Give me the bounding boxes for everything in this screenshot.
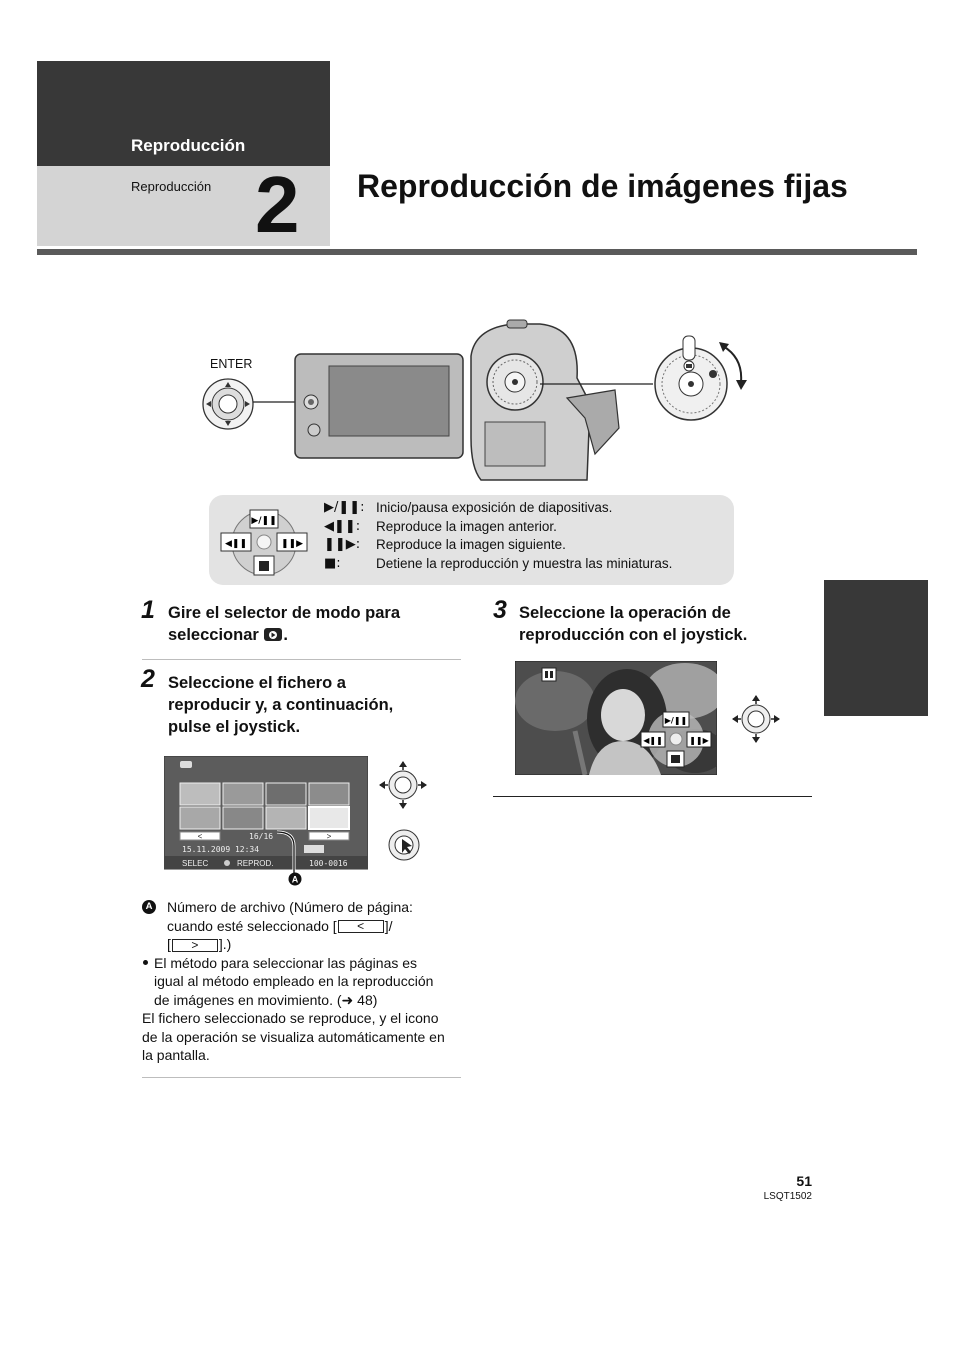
note-a-line-2-pre: cuando esté seleccionado [ <box>167 917 337 934</box>
step-2-text <box>168 672 468 738</box>
step-1-divider <box>142 659 461 660</box>
screen-footer-select: SELEC <box>182 859 209 868</box>
step-1-line-2-text: seleccionar <box>168 626 259 644</box>
legend-symbol-play: ▶/❚❚: <box>324 500 365 515</box>
joystick-move-icon <box>378 760 428 810</box>
screen-datetime: 15.11.2009 12:34 <box>182 845 260 854</box>
section-title: Reproducción <box>131 136 246 155</box>
note-bullet <box>142 954 472 1010</box>
notes-block <box>142 898 472 1065</box>
note-a <box>142 898 472 954</box>
page-number: 51 <box>796 1173 812 1189</box>
subsection-header <box>37 160 330 249</box>
right-column-end-rule <box>493 796 812 797</box>
legend-text-stop: Detiene la reproducción y muestra las miniaturas. <box>376 556 673 571</box>
chapter-number: 2 <box>255 160 300 249</box>
legend-text-next: Reproduce la imagen siguiente. <box>376 537 566 552</box>
legend-text-play: Inicio/pausa exposición de diapositivas. <box>376 500 613 515</box>
step-3-text <box>519 602 819 646</box>
thumbnail-screen <box>164 756 368 890</box>
legend-text-prev: Reproduce la imagen anterior. <box>376 519 557 534</box>
photo-prev-icon: ◀❚❚ <box>643 736 663 745</box>
side-tab <box>824 580 928 716</box>
step-2-line-3: pulse el joystick. <box>168 718 301 736</box>
note-bullet-line-3: de imágenes en movimiento. (➜ 48) <box>154 991 378 1008</box>
joystick-next-label: ❚❚▶ <box>280 539 304 549</box>
note-a-line-1: Número de archivo (Número de página: <box>167 899 413 915</box>
step-2-number: 2 <box>141 665 155 693</box>
step-1-line-2 <box>168 624 468 646</box>
joystick-prev-label: ◀❚❚ <box>224 539 248 549</box>
legend-symbol-next: ❚❚▶: <box>324 537 361 552</box>
left-column-end-divider <box>142 1077 461 1078</box>
next-page-button-label: > <box>172 939 218 952</box>
note-a-marker: A <box>142 900 156 914</box>
playback-mode-icon <box>263 627 283 642</box>
screen-counter: 16/16 <box>249 832 274 841</box>
step-1-number: 1 <box>141 596 155 624</box>
child-face <box>601 689 645 741</box>
step-1-line-1: Gire el selector de modo para <box>168 604 400 622</box>
section-header <box>37 61 330 166</box>
bullet-dot <box>143 960 148 965</box>
enter-label: ENTER <box>210 357 253 371</box>
note-bullet-line-1: El método para seleccionar las páginas es <box>154 954 418 971</box>
title-rule <box>37 249 917 255</box>
screen-prev-button: < <box>197 832 203 841</box>
screen-footer-play: REPROD. <box>237 859 274 868</box>
note-a-line-3-pre: [ <box>167 936 171 952</box>
document-code: LSQT1502 <box>763 1191 812 1202</box>
step-1-period: . <box>283 626 288 644</box>
step-3-line-2: reproducción con el joystick. <box>519 626 748 644</box>
note-paragraph <box>142 1009 472 1065</box>
note-bullet-line-2: igual al método empleado en la reproducción <box>154 973 434 989</box>
step-3-line-1: Seleccione la operación de <box>519 604 731 622</box>
screen-file-number: 100-0016 <box>309 859 348 868</box>
joystick-operation-icon <box>219 507 309 579</box>
page-title: Reproducción de imágenes fijas <box>357 168 848 204</box>
joystick-press-icon <box>386 827 422 863</box>
legend-symbol-stop: ■: <box>324 556 341 571</box>
note-para-line-1: El fichero seleccionado se reproduce, y el icono <box>142 1010 439 1026</box>
step-2-line-2: reproducir y, a continuación, <box>168 696 394 714</box>
legend-symbol-prev: ◀❚❚: <box>324 519 361 534</box>
note-a-line-2-post: ]/ <box>384 917 393 934</box>
screen-callout-a: A <box>291 874 299 885</box>
playback-photo <box>515 661 717 775</box>
photo-play-icon: ▶/❚❚ <box>664 716 688 725</box>
joystick-legend <box>209 495 734 585</box>
note-para-line-2: de la operación se visualiza automáticamente en <box>142 1028 445 1045</box>
note-a-line-3 <box>167 935 472 954</box>
joystick-move-icon-2 <box>731 694 781 744</box>
note-a-line-3-post: ].) <box>218 936 232 952</box>
joystick-play-label: ▶/❚❚ <box>251 516 277 526</box>
step-1-text <box>168 602 468 646</box>
screen-next-button: > <box>326 832 332 841</box>
subsection-title: Reproducción <box>131 179 212 194</box>
prev-page-button-label: < <box>338 920 384 933</box>
photo-next-icon: ❚❚▶ <box>689 736 709 745</box>
step-3-number: 3 <box>493 596 507 624</box>
step-2-line-1: Seleccione el fichero a <box>168 674 346 692</box>
note-para-line-3: la pantalla. <box>142 1047 210 1063</box>
camera-illustration <box>195 318 755 490</box>
note-a-line-2 <box>167 917 472 936</box>
